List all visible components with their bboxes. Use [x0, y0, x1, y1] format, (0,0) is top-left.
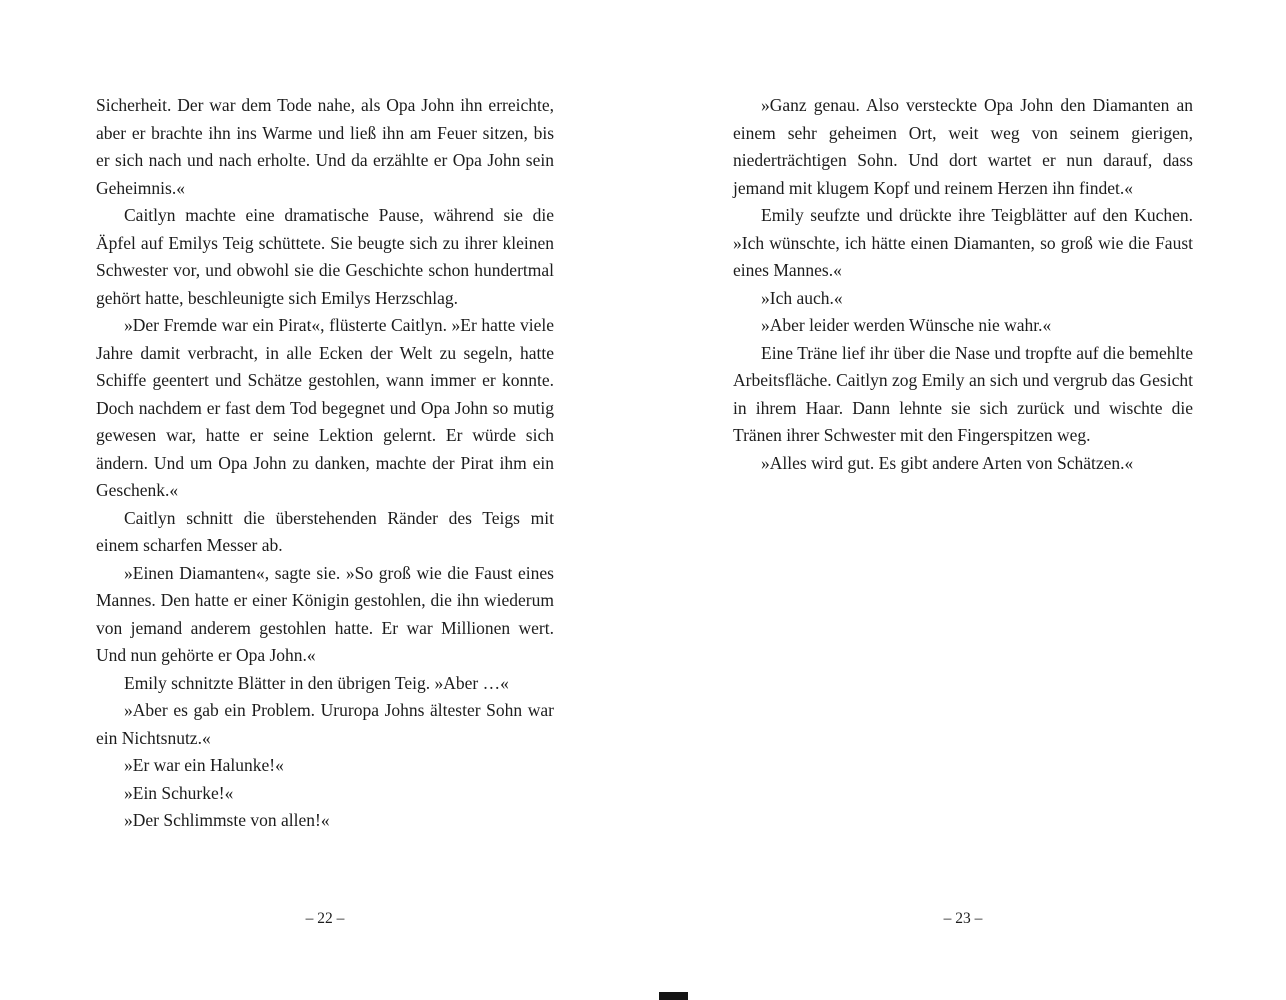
paragraph: »Ein Schurke!«: [124, 782, 234, 803]
paragraph: Caitlyn machte eine dramatische Pause, während sie die Äpfel auf Emilys Teig schüttete. Sie beugte sich zu ihrer kleinen Schwester vor, und obwohl sie die Geschichte schon hundertmal gehört hatte, beschleunigte sich Emilys Herzschlag.: [96, 205, 554, 308]
paragraph: Sicherheit. Der war dem Tode nahe, als Opa John ihn erreichte, aber er brachte ihn ins Warme und ließ ihn am Feuer sitzen, bis er sich nach und nach erholte. Und da erzählte er Opa John sein Geheimnis.«: [96, 95, 554, 198]
page-number-left: – 22 –: [305, 910, 345, 927]
paragraph: »Aber es gab ein Problem. Ururopa Johns ältester Sohn war ein Nichtsnutz.«: [96, 700, 554, 748]
paragraph: Eine Träne lief ihr über die Nase und tropfte auf die bemehlte Arbeitsfläche. Caitlyn zog Emily an sich und vergrub das Gesicht in ihrem Haar. Dann lehnte sie sich zurück und wischte die Tränen ihrer Schwester mit den Fingerspitzen weg.: [733, 342, 1193, 445]
paragraph: Emily schnitzte Blätter in den übrigen Teig. »Aber …«: [124, 672, 509, 693]
paragraph: »Der Schlimmste von allen!«: [124, 810, 330, 830]
page-number-right: – 23 –: [943, 910, 983, 927]
paragraph: »Der Fremde war ein Pirat«, flüsterte Caitlyn. »Er hatte viele Jahre damit verbracht, in alle Ecken der Welt zu segeln, hatte Schiffe geentert und Schätze gestohlen, wann immer er konnte. Doch nachdem er fast dem Tod begegnet und Opa John so mutig gewesen war, hatte er seine Lektion gelernt. Er würde sich ändern. Und um Opa John zu danken, machte der Pirat ihm ein Geschenk.«: [96, 315, 554, 500]
paragraph: »Ich auch.«: [761, 287, 843, 308]
paragraph: »Er war ein Halunke!«: [124, 755, 284, 775]
page-right-text: [733, 92, 1193, 477]
paragraph: Emily seufzte und drückte ihre Teigblätter auf den Kuchen. »Ich wünschte, ich hätte einen Diamanten, so groß wie die Faust eines Mannes.«: [733, 205, 1193, 280]
paragraph: »Aber leider werden Wünsche nie wahr.«: [761, 315, 1052, 335]
page-left-text: [96, 92, 554, 835]
paragraph: »Ganz genau. Also versteckte Opa John den Diamanten an einem sehr geheimen Ort, weit weg von seinem gierigen, niederträchtigen Sohn. Und dort wartet er nun darauf, dass jemand mit klugem Kopf und reinem Herzen ihn findet.«: [733, 95, 1193, 198]
next-page-peek: [659, 992, 688, 1000]
paragraph: »Alles wird gut. Es gibt andere Arten von Schätzen.«: [761, 452, 1134, 473]
paragraph: Caitlyn schnitt die überstehenden Ränder des Teigs mit einem scharfen Messer ab.: [96, 507, 554, 555]
paragraph: »Einen Diamanten«, sagte sie. »So groß wie die Faust eines Mannes. Den hatte er einer Königin gestohlen, die ihn wiederum von jemand anderem gestohlen hatte. Er war Millionen wert. Und nun gehörte er Opa John.«: [96, 562, 554, 665]
